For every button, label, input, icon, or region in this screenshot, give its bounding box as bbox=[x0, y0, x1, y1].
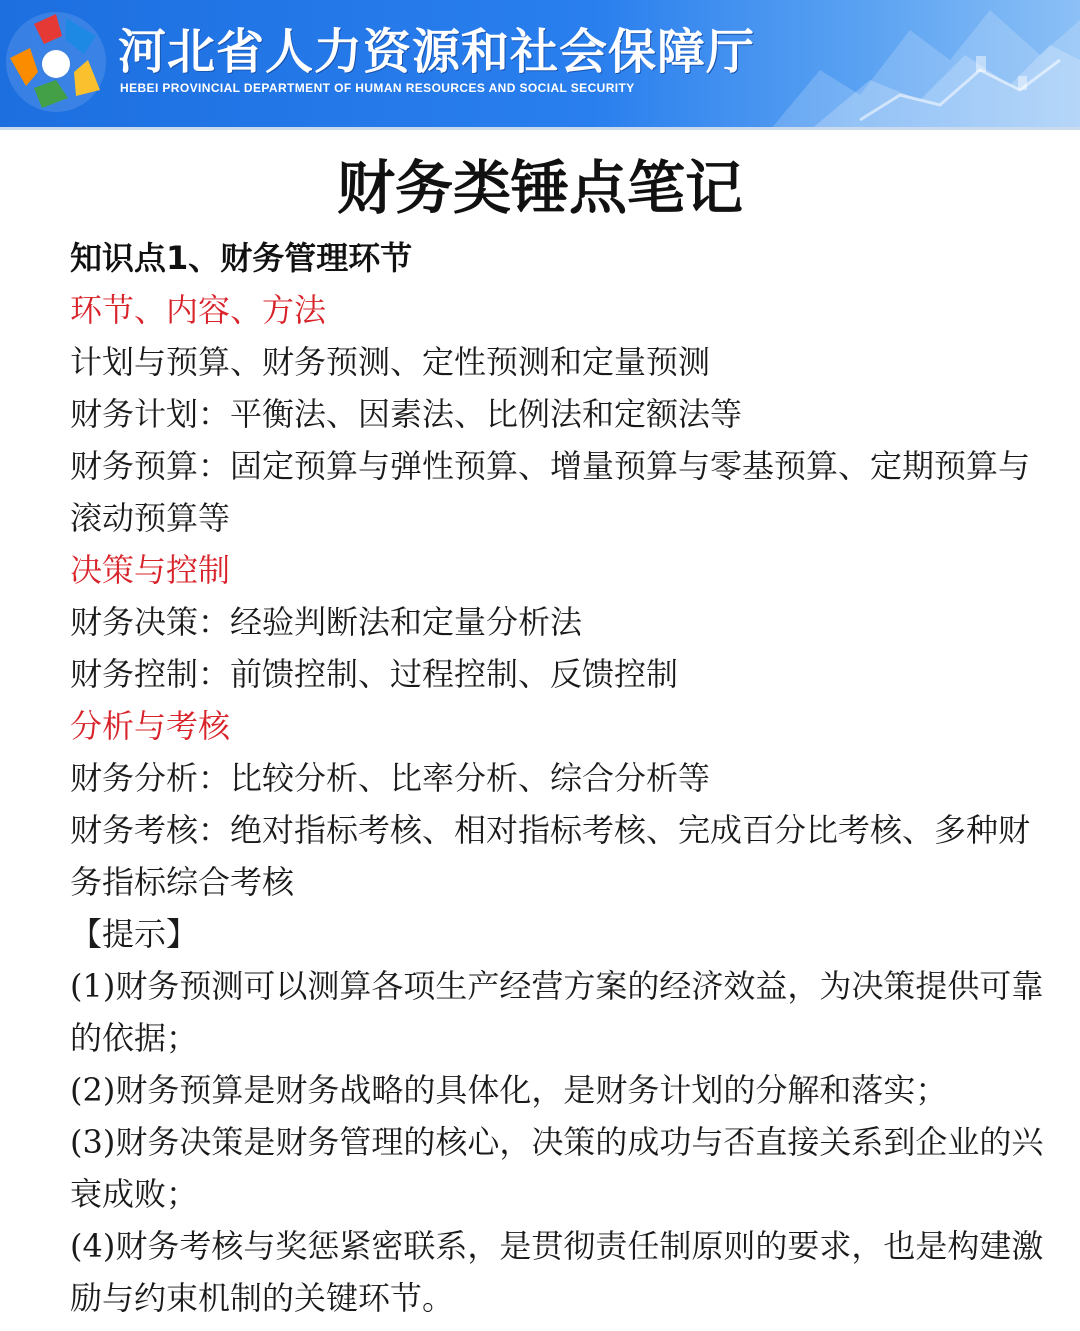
tip-item: (4)财务考核与奖惩紧密联系，是贯彻责任制原则的要求，也是构建激励与约束机制的关键环节。 bbox=[70, 1227, 1044, 1317]
tip-label: 【提示】 bbox=[70, 915, 199, 953]
great-wall-decoration bbox=[750, 0, 1080, 130]
subsection-title: 分析与考核 bbox=[70, 707, 231, 745]
tip-item: (2)财务预算是财务战略的具体化，是财务计划的分解和落实； bbox=[70, 1071, 948, 1109]
note-line: 计划与预算、财务预测、定性预测和定量预测 bbox=[70, 343, 711, 381]
subsection-title: 环节、内容、方法 bbox=[70, 291, 327, 329]
note-line: 财务分析：比较分析、比率分析、综合分析等 bbox=[70, 759, 711, 797]
subsection-title: 决策与控制 bbox=[70, 551, 231, 589]
hebei-hrss-logo bbox=[4, 10, 108, 114]
note-line: 财务考核：绝对指标考核、相对指标考核、完成百分比考核、多种财务指标综合考核 bbox=[70, 811, 1031, 901]
tip-item: (1)财务预测可以测算各项生产经营方案的经济效益，为决策提供可靠的依据； bbox=[70, 967, 1044, 1057]
note-line: 财务控制：前馈控制、过程控制、反馈控制 bbox=[70, 655, 679, 693]
notes-content bbox=[70, 232, 1050, 1324]
section-heading: 知识点1、财务管理环节 bbox=[70, 239, 413, 277]
note-line: 财务决策：经验判断法和定量分析法 bbox=[70, 603, 583, 641]
org-name-english: HEBEI PROVINCIAL DEPARTMENT OF HUMAN RESOURCES AND SOCIAL SECURITY bbox=[120, 81, 635, 95]
header-banner bbox=[0, 0, 1080, 130]
org-name-chinese: 河北省人力资源和社会保障厅 bbox=[118, 24, 756, 80]
page-title: 财务类锤点笔记 bbox=[336, 154, 743, 222]
note-line: 财务计划：平衡法、因素法、比例法和定额法等 bbox=[70, 395, 743, 433]
tip-item: (3)财务决策是财务管理的核心，决策的成功与否直接关系到企业的兴衰成败； bbox=[70, 1123, 1044, 1213]
note-line: 财务预算：固定预算与弹性预算、增量预算与零基预算、定期预算与滚动预算等 bbox=[70, 447, 1031, 537]
